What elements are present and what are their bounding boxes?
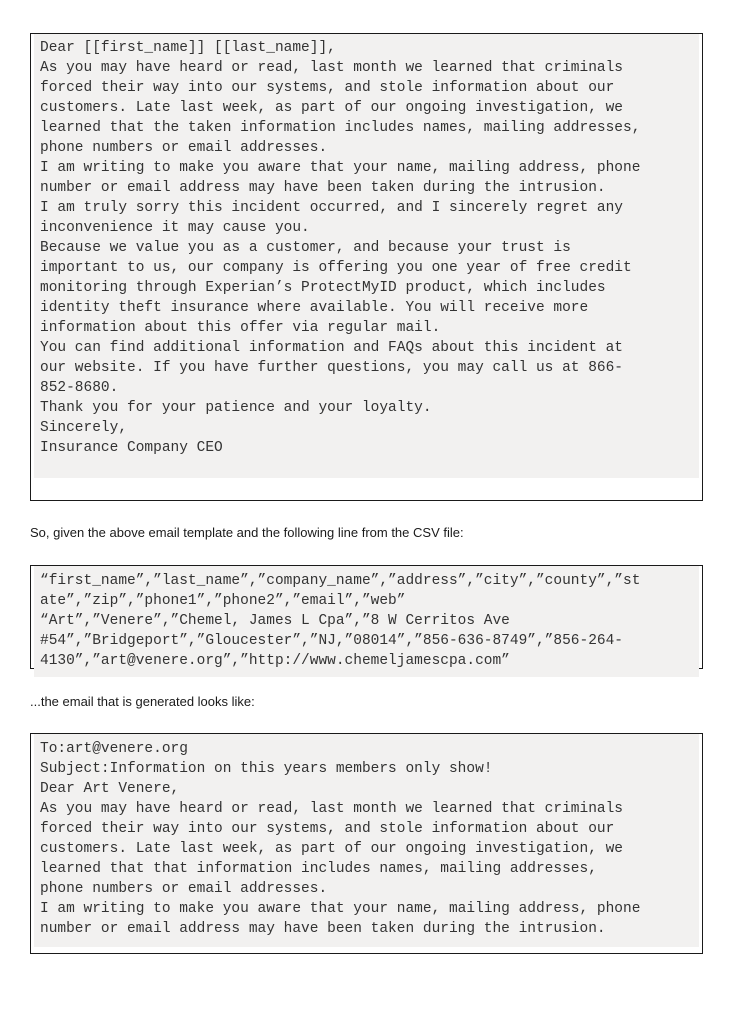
email-template-text — [40, 38, 697, 458]
template-line: I am writing to make you aware that your name, mailing address, phone — [40, 160, 641, 176]
generated-line: number or email address may have been taken during the intrusion. — [40, 921, 606, 937]
template-line: forced their way into our systems, and stole information about our — [40, 80, 615, 96]
template-line: Sincerely, — [40, 420, 128, 436]
generated-line: customers. Late last week, as part of our ongoing investigation, we — [40, 841, 623, 857]
template-line: inconvenience it may cause you. — [40, 220, 310, 236]
csv-line: “Art”,”Venere”,”Chemel, James L Cpa”,”8 W Cerritos Ave — [40, 613, 510, 629]
template-line: customers. Late last week, as part of our ongoing investigation, we — [40, 100, 623, 116]
generated-intro-text: ...the email that is generated looks like: — [30, 694, 255, 709]
csv-line-text — [40, 571, 697, 671]
template-line: 852-8680. — [40, 380, 119, 396]
csv-intro-text: So, given the above email template and the following line from the CSV file: — [30, 525, 464, 540]
csv-line: ate”,”zip”,”phone1”,”phone2”,”email”,”web” — [40, 593, 406, 609]
template-line: Insurance Company CEO — [40, 440, 223, 456]
csv-line-code-background — [34, 566, 699, 677]
generated-line: To:art@venere.org — [40, 741, 188, 757]
csv-line-code-block — [30, 565, 703, 669]
generated-email-code-block — [30, 733, 703, 954]
email-template-code-background — [34, 34, 699, 478]
template-line: Dear [[first_name]] [[last_name]], — [40, 40, 336, 56]
csv-line: #54”,”Bridgeport”,”Gloucester”,”NJ,”08014”,”856-636-8749”,”856-264- — [40, 633, 623, 649]
generated-line: I am writing to make you aware that your name, mailing address, phone — [40, 901, 641, 917]
template-line: number or email address may have been taken during the intrusion. — [40, 180, 606, 196]
csv-line: 4130”,”art@venere.org”,”http://www.chemeljamescpa.com” — [40, 653, 510, 669]
generated-line: learned that that information includes names, mailing addresses, — [40, 861, 597, 877]
generated-line: Dear Art Venere, — [40, 781, 180, 797]
template-line: I am truly sorry this incident occurred, and I sincerely regret any — [40, 200, 623, 216]
template-line: learned that the taken information includes names, mailing addresses, — [40, 120, 641, 136]
email-template-code-block — [30, 33, 703, 501]
template-line: important to us, our company is offering you one year of free credit — [40, 260, 632, 276]
template-line: As you may have heard or read, last month we learned that criminals — [40, 60, 623, 76]
template-line: our website. If you have further questions, you may call us at 866- — [40, 360, 623, 376]
template-line: monitoring through Experian’s ProtectMyID product, which includes — [40, 280, 606, 296]
template-line: phone numbers or email addresses. — [40, 140, 328, 156]
template-line: Because we value you as a customer, and because your trust is — [40, 240, 571, 256]
template-line: You can find additional information and FAQs about this incident at — [40, 340, 623, 356]
generated-email-code-background — [34, 734, 699, 947]
generated-line: forced their way into our systems, and stole information about our — [40, 821, 615, 837]
generated-line: As you may have heard or read, last month we learned that criminals — [40, 801, 623, 817]
template-line: information about this offer via regular mail. — [40, 320, 441, 336]
template-line: identity theft insurance where available. You will receive more — [40, 300, 589, 316]
template-line: Thank you for your patience and your loyalty. — [40, 400, 432, 416]
generated-line: Subject:Information on this years members only show! — [40, 761, 493, 777]
csv-line: “first_name”,”last_name”,”company_name”,”address”,”city”,”county”,”st — [40, 573, 641, 589]
generated-line: phone numbers or email addresses. — [40, 881, 328, 897]
generated-email-text — [40, 739, 697, 939]
